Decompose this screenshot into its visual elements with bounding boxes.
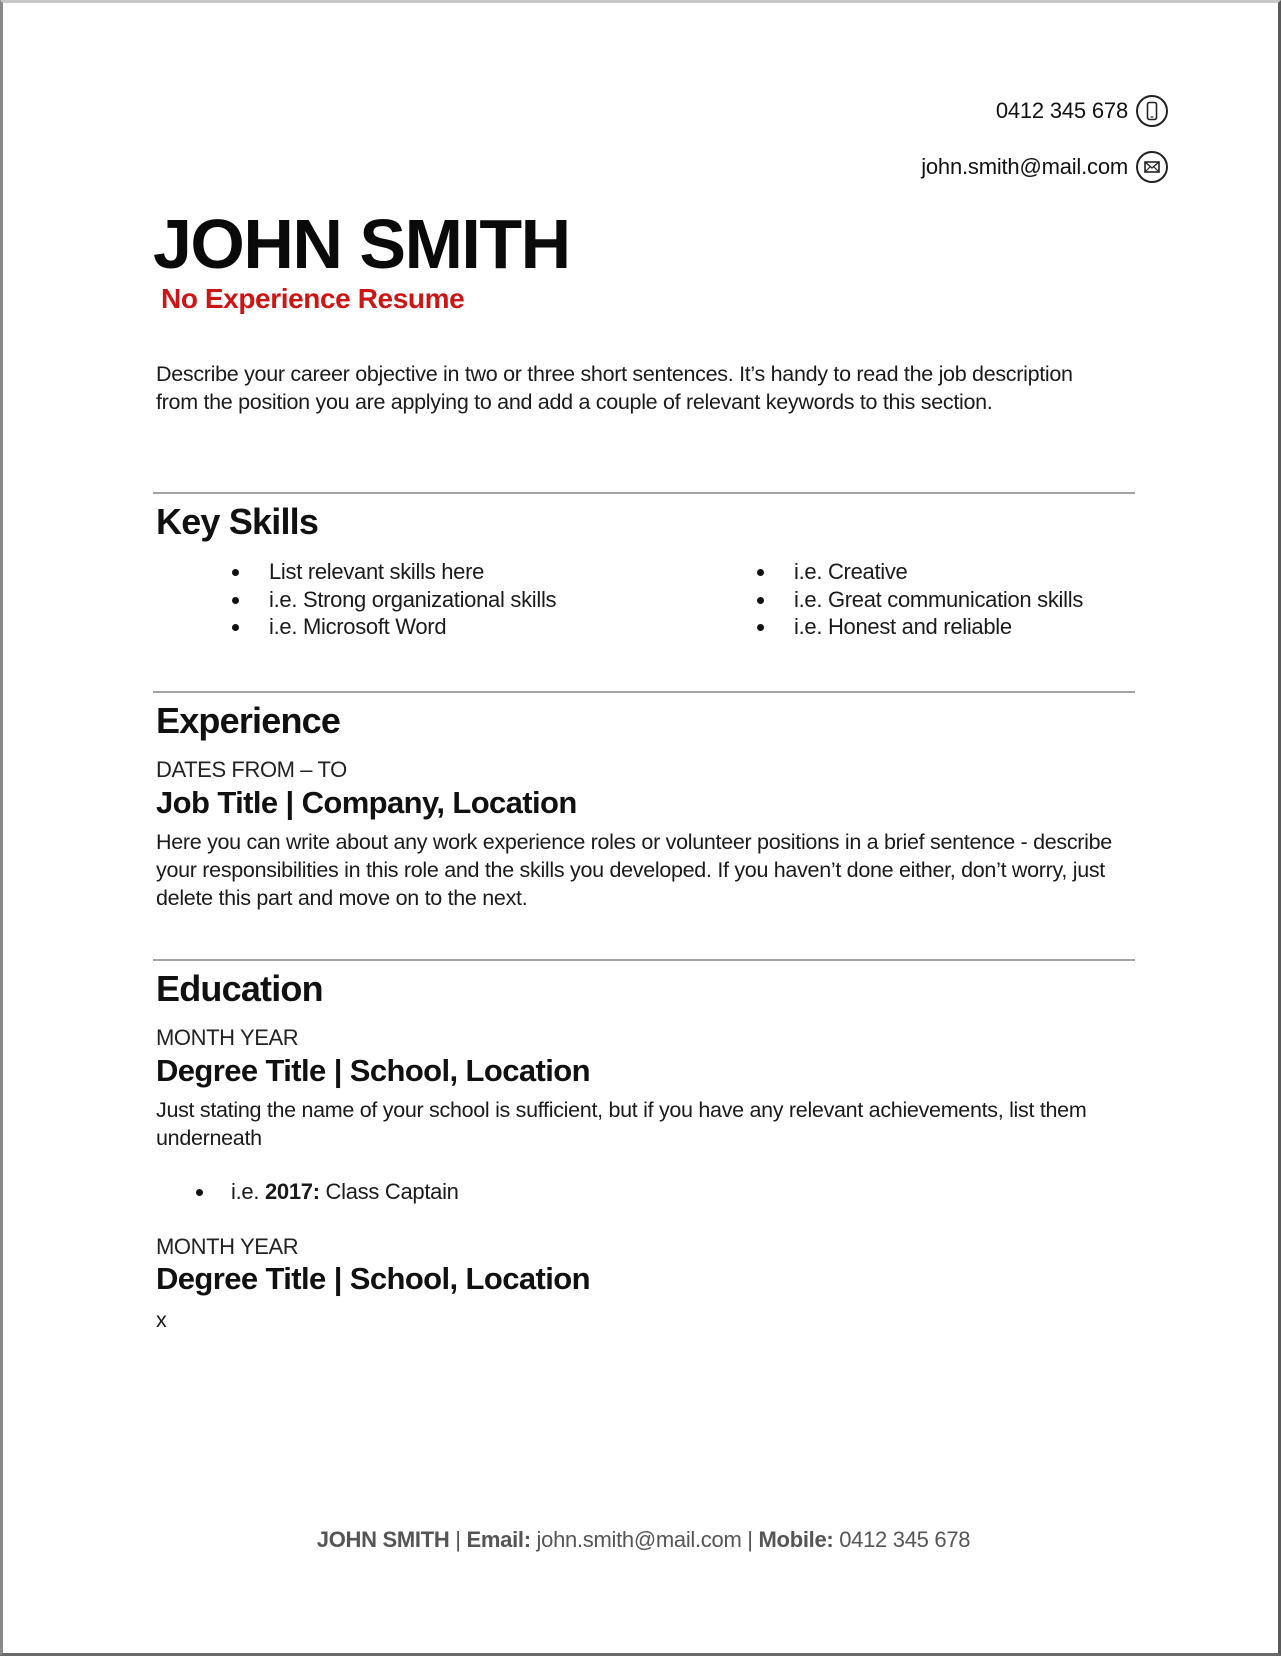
degree-title: Degree Title | School, Location bbox=[156, 1053, 590, 1088]
footer-name: JOHN SMITH bbox=[316, 1527, 450, 1552]
education-date: MONTH YEAR bbox=[156, 1025, 299, 1050]
footer-mobile: 0412 345 678 bbox=[833, 1527, 971, 1552]
skill-item bbox=[232, 614, 446, 640]
achievement-prefix: i.e. bbox=[231, 1179, 265, 1204]
experience-heading: Experience bbox=[156, 700, 341, 741]
achievement-year: 2017: bbox=[264, 1179, 320, 1204]
bullet-icon bbox=[757, 624, 764, 631]
skill-item bbox=[757, 587, 1083, 613]
education-date: MONTH YEAR bbox=[156, 1234, 299, 1259]
degree-title: Degree Title | School, Location bbox=[156, 1261, 590, 1296]
phone-number: 0412 345 678 bbox=[995, 98, 1128, 123]
contact-phone-row bbox=[996, 95, 1168, 127]
skill-text: i.e. Strong organizational skills bbox=[269, 587, 557, 612]
section-divider bbox=[153, 959, 1135, 961]
skill-text: i.e. Honest and reliable bbox=[794, 614, 1012, 639]
skill-item bbox=[757, 614, 1012, 640]
mobile-phone-icon bbox=[1136, 95, 1168, 127]
skill-text: i.e. Creative bbox=[794, 559, 908, 584]
experience-dates: DATES FROM – TO bbox=[156, 757, 347, 782]
envelope-icon bbox=[1136, 151, 1168, 183]
footer-email: john.smith@mail.com bbox=[530, 1527, 742, 1552]
achievement-text bbox=[231, 1179, 459, 1205]
experience-description: Here you can write about any work experience roles or volunteer positions in a brief sentence - describe your responsibilities in this role and the skills you developed. If you haven’t done either, don’t worry, just delete this part and move on to the next. bbox=[156, 830, 1112, 910]
footer-mobile-label: Mobile: bbox=[758, 1527, 834, 1552]
achievement-detail: Class Captain bbox=[319, 1179, 459, 1204]
education-heading: Education bbox=[156, 968, 323, 1009]
footer-separator: | bbox=[741, 1527, 759, 1552]
job-title: Job Title | Company, Location bbox=[156, 785, 577, 820]
skill-text: i.e. Great communication skills bbox=[794, 587, 1084, 612]
achievement-item bbox=[196, 1179, 459, 1205]
bullet-icon bbox=[232, 624, 239, 631]
skill-item bbox=[232, 587, 556, 613]
footer-separator: | bbox=[449, 1527, 467, 1552]
page-footer bbox=[3, 1527, 1281, 1553]
bullet-icon bbox=[757, 597, 764, 604]
candidate-name: JOHN SMITH bbox=[153, 205, 570, 283]
resume-subtitle: No Experience Resume bbox=[161, 283, 465, 314]
email-address[interactable]: john.smith@mail.com bbox=[921, 154, 1128, 179]
skill-item bbox=[757, 559, 907, 585]
skill-item bbox=[232, 559, 484, 585]
contact-email-row bbox=[921, 151, 1168, 183]
skill-text: List relevant skills here bbox=[269, 559, 485, 584]
section-divider bbox=[153, 691, 1135, 693]
bullet-icon bbox=[196, 1189, 203, 1196]
education-description: x bbox=[156, 1308, 167, 1332]
bullet-icon bbox=[232, 569, 239, 576]
skills-heading: Key Skills bbox=[156, 501, 319, 542]
bullet-icon bbox=[232, 597, 239, 604]
skill-text: i.e. Microsoft Word bbox=[269, 614, 447, 639]
education-description: Just stating the name of your school is sufficient, but if you have any relevant achievements, list them underneath bbox=[156, 1098, 1087, 1150]
career-objective: Describe your career objective in two or three short sentences. It’s handy to read the job description from the position you are applying to and add a couple of relevant keywords to this section. bbox=[156, 362, 1073, 414]
bullet-icon bbox=[757, 569, 764, 576]
section-divider bbox=[153, 492, 1135, 494]
footer-email-label: Email: bbox=[466, 1527, 531, 1552]
